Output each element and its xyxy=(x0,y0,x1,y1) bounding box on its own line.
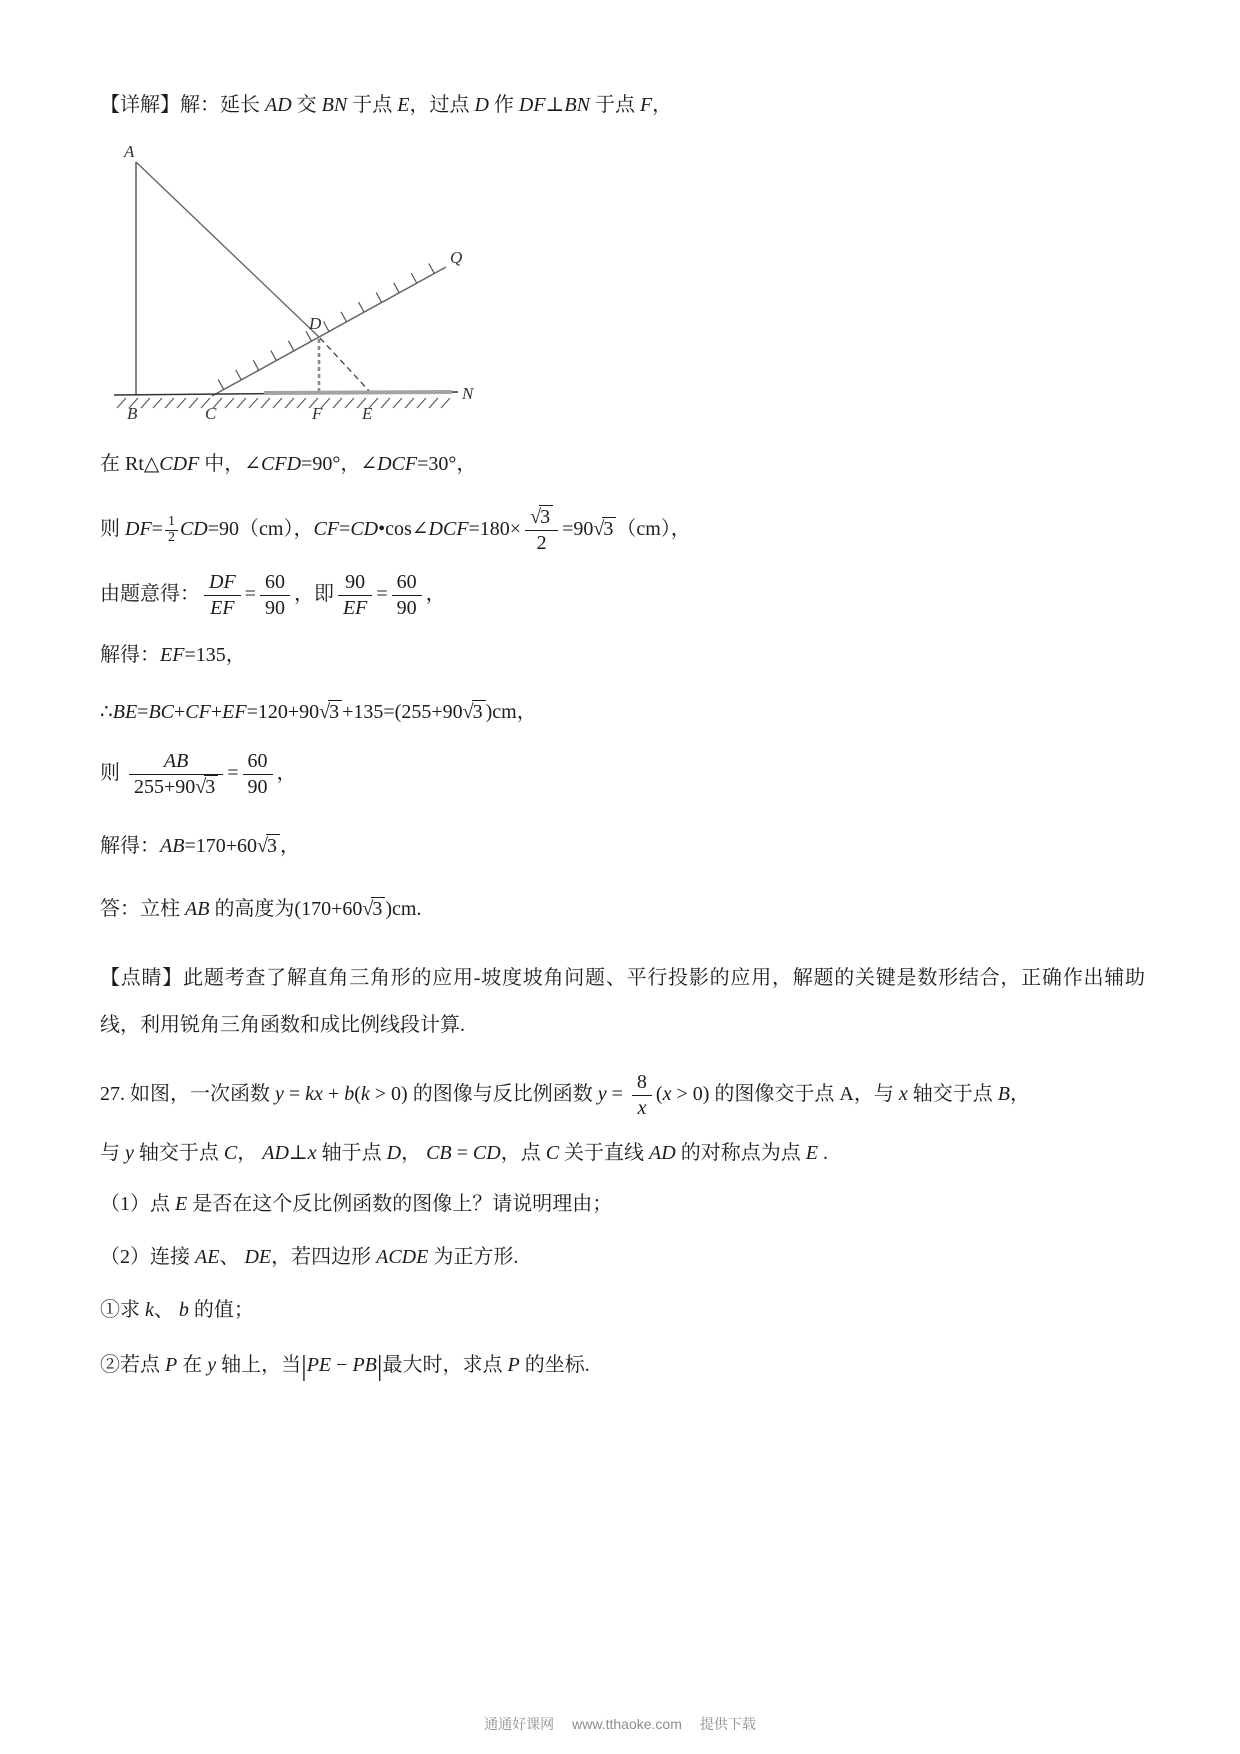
footer-suffix: 提供下载 xyxy=(699,1716,756,1732)
math-var: ACDE xyxy=(376,1246,429,1268)
math-var: b xyxy=(344,1083,355,1106)
abs-bar: | xyxy=(301,1351,307,1382)
text-run: 作 xyxy=(488,94,519,116)
text-run: +135=(255+90 xyxy=(342,701,463,723)
math-var: AB xyxy=(185,898,210,920)
solution-step-ef xyxy=(100,640,1145,671)
text-run: ， xyxy=(652,94,673,116)
text-run: ，点 xyxy=(500,1142,546,1164)
math-sqrt: √3 xyxy=(362,898,385,920)
diagram-label-b: B xyxy=(127,404,138,423)
solution-step-be xyxy=(100,697,1145,728)
question-27-statement-1 xyxy=(100,1069,1145,1122)
text-run: 的高度为(170+60 xyxy=(209,898,363,920)
math-var: AB xyxy=(163,750,189,772)
text-run: ， xyxy=(401,1142,427,1164)
solution-answer xyxy=(100,894,1145,925)
text-run: 在 Rt△ xyxy=(100,453,160,475)
text-run: ， xyxy=(279,835,300,857)
text-run: 则 xyxy=(100,762,125,785)
text-run: ②若点 xyxy=(100,1354,165,1376)
text-run: 【点睛】此题考查了解直角三角形的应用-坡度坡角问题、平行投影的应用，解题的关键是数形结合，正确作出辅助线，利用锐角三角函数和成比例线段计算. xyxy=(100,967,1145,1036)
math-fraction xyxy=(632,1071,652,1120)
math-var: CDF xyxy=(159,453,200,475)
math-sqrt: √3 xyxy=(195,776,218,798)
text-run: 轴交于点 xyxy=(907,1083,998,1106)
text-run: 、 xyxy=(219,1246,245,1268)
math-var: x xyxy=(898,1083,908,1106)
math-var: DF xyxy=(518,94,546,116)
math-var: AE xyxy=(195,1246,220,1268)
math-fraction xyxy=(243,750,273,799)
text-run: 90 xyxy=(345,571,366,593)
math-fraction xyxy=(525,506,558,555)
math-fraction xyxy=(392,571,422,620)
ground-line-thick xyxy=(264,392,452,393)
text-run: 1 xyxy=(167,514,175,530)
text-run: ⊥ xyxy=(545,94,565,116)
geometry-figure xyxy=(106,135,486,435)
text-run: = xyxy=(606,1083,628,1106)
text-run: 交 xyxy=(291,94,322,116)
text-run: 则 xyxy=(100,518,125,541)
math-var: DF xyxy=(125,518,152,541)
text-run: ，与 xyxy=(853,1083,899,1106)
text-run: 90 xyxy=(247,776,268,798)
math-fraction xyxy=(204,571,241,620)
solution-step-triangle xyxy=(100,449,1145,480)
text-run: ，即 xyxy=(293,583,334,606)
text-run: + xyxy=(210,701,223,723)
math-var: BC xyxy=(148,701,175,723)
math-var: AB xyxy=(160,835,185,857)
footer-url[interactable]: www.tthaoke.com xyxy=(572,1716,682,1732)
math-var: D xyxy=(474,94,489,116)
math-var: P xyxy=(507,1354,520,1376)
diagram-label-q: Q xyxy=(450,248,463,267)
text-run: = xyxy=(244,583,256,606)
text-run: =135， xyxy=(184,644,246,666)
diagram-label-d: D xyxy=(309,314,322,333)
text-run: ， xyxy=(276,762,297,785)
question-27-part-1 xyxy=(100,1189,1145,1220)
math-var: BN xyxy=(321,94,348,116)
segment-ad xyxy=(136,162,319,337)
text-run: 255+90 xyxy=(134,776,196,798)
text-run: 的对称点为点 xyxy=(675,1142,806,1164)
text-run: = xyxy=(283,1083,306,1106)
text-run: ①求 xyxy=(100,1299,145,1321)
text-run: 轴于点 xyxy=(316,1142,387,1164)
math-var: k xyxy=(145,1299,154,1321)
math-var: CD xyxy=(179,518,208,541)
math-fraction xyxy=(165,515,178,545)
math-var: CF xyxy=(313,518,340,541)
text-run: 、 xyxy=(153,1299,179,1321)
text-run: 90 xyxy=(264,597,285,619)
math-var: x xyxy=(637,1097,647,1119)
math-var: y xyxy=(207,1354,217,1376)
math-var: EF xyxy=(342,597,368,619)
math-var: k xyxy=(360,1083,370,1106)
math-var: P xyxy=(165,1354,178,1376)
diagram-label-f: F xyxy=(312,404,323,423)
text-run: 由题意得： xyxy=(100,583,200,606)
text-run: A xyxy=(839,1083,854,1106)
question-27-statement-2 xyxy=(100,1138,1145,1169)
math-var: CF xyxy=(185,701,211,723)
text-run: 90 xyxy=(396,597,417,619)
math-var: b xyxy=(178,1299,189,1321)
text-run: 轴交于点 xyxy=(133,1142,224,1164)
math-var: E xyxy=(175,1193,188,1215)
text-run: 于点 xyxy=(347,94,398,116)
math-fraction xyxy=(260,571,290,620)
question-27-sub-1 xyxy=(100,1295,1145,1326)
text-run: = xyxy=(227,762,239,785)
text-run: 是否在这个反比例函数的图像上？请说明理由； xyxy=(187,1193,613,1215)
text-run: 关于直线 xyxy=(559,1142,650,1164)
math-var: CD xyxy=(350,518,379,541)
text-run: •cos∠ xyxy=(378,518,429,541)
text-run: 与 xyxy=(100,1142,125,1164)
detail-solution-line xyxy=(100,90,1145,121)
math-var: PE xyxy=(306,1354,332,1376)
math-sqrt: √3 xyxy=(593,518,616,540)
math-var: BE xyxy=(112,701,138,723)
question-27-sub-2 xyxy=(100,1350,1145,1381)
math-var: x xyxy=(662,1083,672,1106)
solution-step-ab xyxy=(100,831,1145,862)
text-run: 解得： xyxy=(100,835,160,857)
text-run: 在 xyxy=(177,1354,208,1376)
text-run: = xyxy=(339,518,351,541)
text-run: 的值； xyxy=(188,1299,254,1321)
solution-step-proportion xyxy=(100,569,1145,622)
text-run: = xyxy=(451,1142,473,1164)
text-run: > 0) 的图像与反比例函数 xyxy=(369,1083,598,1106)
text-run: 于点 xyxy=(589,94,640,116)
text-run: 中，∠ xyxy=(199,453,262,475)
math-var: y xyxy=(597,1083,607,1106)
text-run: 解得： xyxy=(100,644,160,666)
text-run: > 0) 的图像交于点 xyxy=(671,1083,840,1106)
text-run: 27. 如图，一次函数 xyxy=(100,1083,275,1106)
math-var: EF xyxy=(222,701,247,723)
text-run: ， xyxy=(237,1142,263,1164)
math-var: BN xyxy=(564,94,590,116)
text-run: =170+60 xyxy=(184,835,257,857)
footer-site-name: 通通好课网 xyxy=(484,1716,555,1732)
math-var: PB xyxy=(352,1354,377,1376)
math-var: DF xyxy=(209,571,236,593)
text-run: . xyxy=(817,1142,828,1164)
text-run: = xyxy=(137,701,149,723)
abs-bar: | xyxy=(376,1351,383,1382)
math-var: DE xyxy=(244,1246,272,1268)
math-var: B xyxy=(997,1083,1010,1106)
math-var: CB xyxy=(426,1142,452,1164)
text-run: ⊥ xyxy=(288,1142,308,1164)
ground-hatch-marks xyxy=(117,398,450,408)
text-run: 2 xyxy=(536,532,547,554)
math-var: EF xyxy=(160,644,185,666)
text-run: ( xyxy=(655,1083,663,1106)
math-fraction xyxy=(129,750,223,799)
math-var: CD xyxy=(472,1142,501,1164)
text-run: )cm. xyxy=(385,898,422,920)
page-footer xyxy=(0,1714,1240,1734)
math-sqrt: √3 xyxy=(530,506,553,528)
dashed-de xyxy=(320,338,371,393)
text-run: 轴上，当 xyxy=(216,1354,302,1376)
text-run: ，过点 xyxy=(409,94,475,116)
diagram-label-e: E xyxy=(362,404,373,423)
text-run: （cm）， xyxy=(616,518,691,541)
text-run: )cm， xyxy=(485,701,537,723)
text-run: =90（cm）， xyxy=(207,518,314,541)
text-run: 60 xyxy=(247,750,268,772)
solution-step-ab-ratio xyxy=(100,748,1145,801)
math-sqrt: √3 xyxy=(463,701,486,723)
math-var: AD xyxy=(265,94,292,116)
text-run: 答：立柱 xyxy=(100,898,185,920)
text-run: 60 xyxy=(264,571,285,593)
text-run: ∴ xyxy=(100,701,113,723)
text-run: 的坐标. xyxy=(519,1354,590,1376)
math-var: DCF xyxy=(428,518,469,541)
text-run: 为正方形. xyxy=(428,1246,519,1268)
math-var: F xyxy=(639,94,653,116)
text-run: =30°， xyxy=(417,453,477,475)
math-var: DCF xyxy=(377,453,418,475)
text-run: =120+90 xyxy=(246,701,320,723)
text-run: + xyxy=(322,1083,345,1106)
text-run: 最大时，求点 xyxy=(382,1354,508,1376)
question-27-part-2 xyxy=(100,1242,1145,1273)
text-run: ， xyxy=(1009,1083,1030,1106)
math-var: AD xyxy=(649,1142,676,1164)
solution-step-df-cf xyxy=(100,504,1145,557)
text-run: 8 xyxy=(636,1071,647,1093)
math-var: E xyxy=(397,94,410,116)
math-var: CFD xyxy=(261,453,302,475)
text-run: 60 xyxy=(396,571,417,593)
math-var: C xyxy=(223,1142,238,1164)
text-run: = xyxy=(376,583,388,606)
diagram-label-n: N xyxy=(462,384,474,403)
key-point-note xyxy=(100,955,1145,1049)
math-var: C xyxy=(545,1142,560,1164)
math-var: E xyxy=(805,1142,818,1164)
text-run: =90 xyxy=(562,518,594,541)
math-var: y xyxy=(275,1083,284,1106)
math-var: x xyxy=(307,1142,317,1164)
text-run: 2 xyxy=(167,530,175,545)
text-run: =90°，∠ xyxy=(301,453,378,475)
math-var: AD xyxy=(262,1142,289,1164)
math-var: EF xyxy=(210,597,235,619)
math-var: D xyxy=(386,1142,402,1164)
slope-hatch-marks xyxy=(218,263,434,389)
text-run: （1）点 xyxy=(100,1193,175,1215)
text-run: （2）连接 xyxy=(100,1246,195,1268)
math-var: y xyxy=(125,1142,134,1164)
text-run: =180× xyxy=(468,518,522,541)
text-run: − xyxy=(331,1354,353,1376)
text-run: + xyxy=(174,701,186,723)
math-sqrt: √3 xyxy=(257,835,280,857)
text-run: ， xyxy=(425,583,446,606)
math-sqrt: √3 xyxy=(319,701,342,723)
text-run: = xyxy=(151,518,163,541)
text-run: 【详解】解：延长 xyxy=(100,94,265,116)
text-run: ( xyxy=(354,1083,361,1106)
diagram-label-c: C xyxy=(205,404,217,423)
text-run: ，若四边形 xyxy=(271,1246,377,1268)
diagram-label-a: A xyxy=(124,142,135,161)
math-var: kx xyxy=(305,1083,323,1106)
math-fraction xyxy=(338,571,372,620)
